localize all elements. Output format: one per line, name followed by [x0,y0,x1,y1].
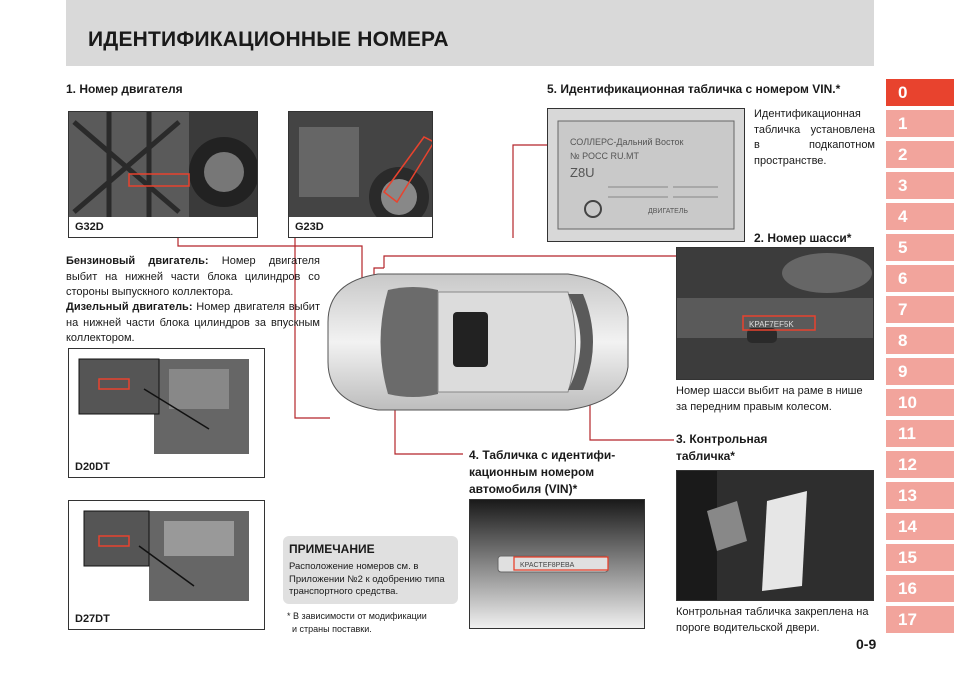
petrol-engine-description: Номер двигателя выбит на нижней части блока цилиндров со стороны выпускного коллектора. [66,255,320,298]
chassis-stamp: KPAF7EF5K [749,320,794,329]
chapter-tab-7[interactable]: 7 [886,296,954,323]
note-text: Расположение номеров см. в Приложении №2 к одобрению типа транспортного средства. [289,561,445,597]
chapter-tab-16[interactable]: 16 [886,575,954,602]
control-plate-photo [676,470,874,601]
vin-image [470,500,644,628]
chapter-tab-17[interactable]: 17 [886,606,954,633]
control-plate-heading-line2: табличка* [676,449,735,463]
vin-plate-image [548,109,744,241]
chassis-image [677,248,873,379]
chapter-tab-14[interactable]: 14 [886,513,954,540]
petrol-engine-text [66,254,320,301]
footnote-line1: * В зависимости от модификации [287,611,427,621]
chapter-tab-0[interactable]: 0 [886,79,954,106]
engine-g32d-image [69,112,257,237]
vin-plate-text: Идентификационная табличка установлена в подкапотном пространстве. [754,108,875,167]
vin-plate-heading: 5. Идентификационная табличка с номером VIN.* [547,82,841,96]
chassis-number-heading: 2. Номер шасси* [754,231,852,245]
photo-caption-g23d: G23D [295,221,324,233]
engine-photo-d20dt [68,348,265,478]
chapter-tab-9[interactable]: 9 [886,358,954,385]
diesel-engine-text [66,300,320,347]
page-title: ИДЕНТИФИКАЦИОННЫЕ НОМЕРА [88,28,449,51]
engine-d20dt-image [69,349,264,477]
chapter-tab-15[interactable]: 15 [886,544,954,571]
chapter-tab-1[interactable]: 1 [886,110,954,137]
engine-photo-g23d [288,111,433,238]
vin-heading-line2: кационным номером [469,465,595,479]
engine-number-heading: 1. Номер двигателя [66,82,183,96]
vin-photo [469,499,645,629]
vin-heading-line1: 4. Табличка с идентифи- [469,448,616,462]
chapter-tab-8[interactable]: 8 [886,327,954,354]
chapter-tab-13[interactable]: 13 [886,482,954,509]
car-top-view [318,262,638,422]
photo-caption-d27dt: D27DT [75,613,110,625]
control-plate-heading-line1: 3. Контрольная [676,432,768,446]
photo-caption-g32d: G32D [75,221,104,233]
photo-caption-d20dt: D20DT [75,461,110,473]
control-plate-image [677,471,873,600]
chapter-tab-6[interactable]: 6 [886,265,954,292]
control-plate-text: Контрольная табличка закреплена на пороге водительской двери. [676,606,869,634]
page-number: 0-9 [856,636,877,652]
chapter-tab-11[interactable]: 11 [886,420,954,447]
plate-line-4: ДВИГАТЕЛЬ [648,208,689,215]
engine-d27dt-image [69,501,264,629]
callout-line-vin-plate [513,145,548,238]
diesel-engine-description: Номер двигателя выбит на нижней части блока цилиндров за впускным коллектором. [66,301,320,344]
chassis-photo [676,247,874,380]
chapter-tab-3[interactable]: 3 [886,172,954,199]
control-plate-heading [676,431,767,465]
chapter-tab-5[interactable]: 5 [886,234,954,261]
engine-photo-d27dt [68,500,265,630]
chapter-tab-2[interactable]: 2 [886,141,954,168]
footnote [287,610,427,635]
note-title: ПРИМЕЧАНИЕ [289,542,375,556]
chapter-tab-12[interactable]: 12 [886,451,954,478]
engine-photo-g32d [68,111,258,238]
plate-line-1: СОЛЛЕРС-Дальний Восток [570,137,684,147]
note-box [283,536,458,604]
chapter-tab-10[interactable]: 10 [886,389,954,416]
plate-line-2: № РОСС RU.МТ [570,151,639,161]
vin-plate-photo [547,108,745,242]
vin-heading [469,447,615,498]
chapter-tab-4[interactable]: 4 [886,203,954,230]
footnote-line2: и страны поставки. [292,623,372,634]
engine-g23d-image [289,112,432,237]
vin-number: KPACTEF8PEBA [520,562,575,569]
diesel-engine-label: Дизельный двигатель: [66,301,193,313]
petrol-engine-label: Бензиновый двигатель: [66,255,209,267]
chassis-number-text: Номер шасси выбит на раме в нише за передним правым колесом. [676,385,863,413]
vin-heading-line3: автомобиля (VIN)* [469,482,578,496]
plate-line-3: Z8U [570,165,595,180]
